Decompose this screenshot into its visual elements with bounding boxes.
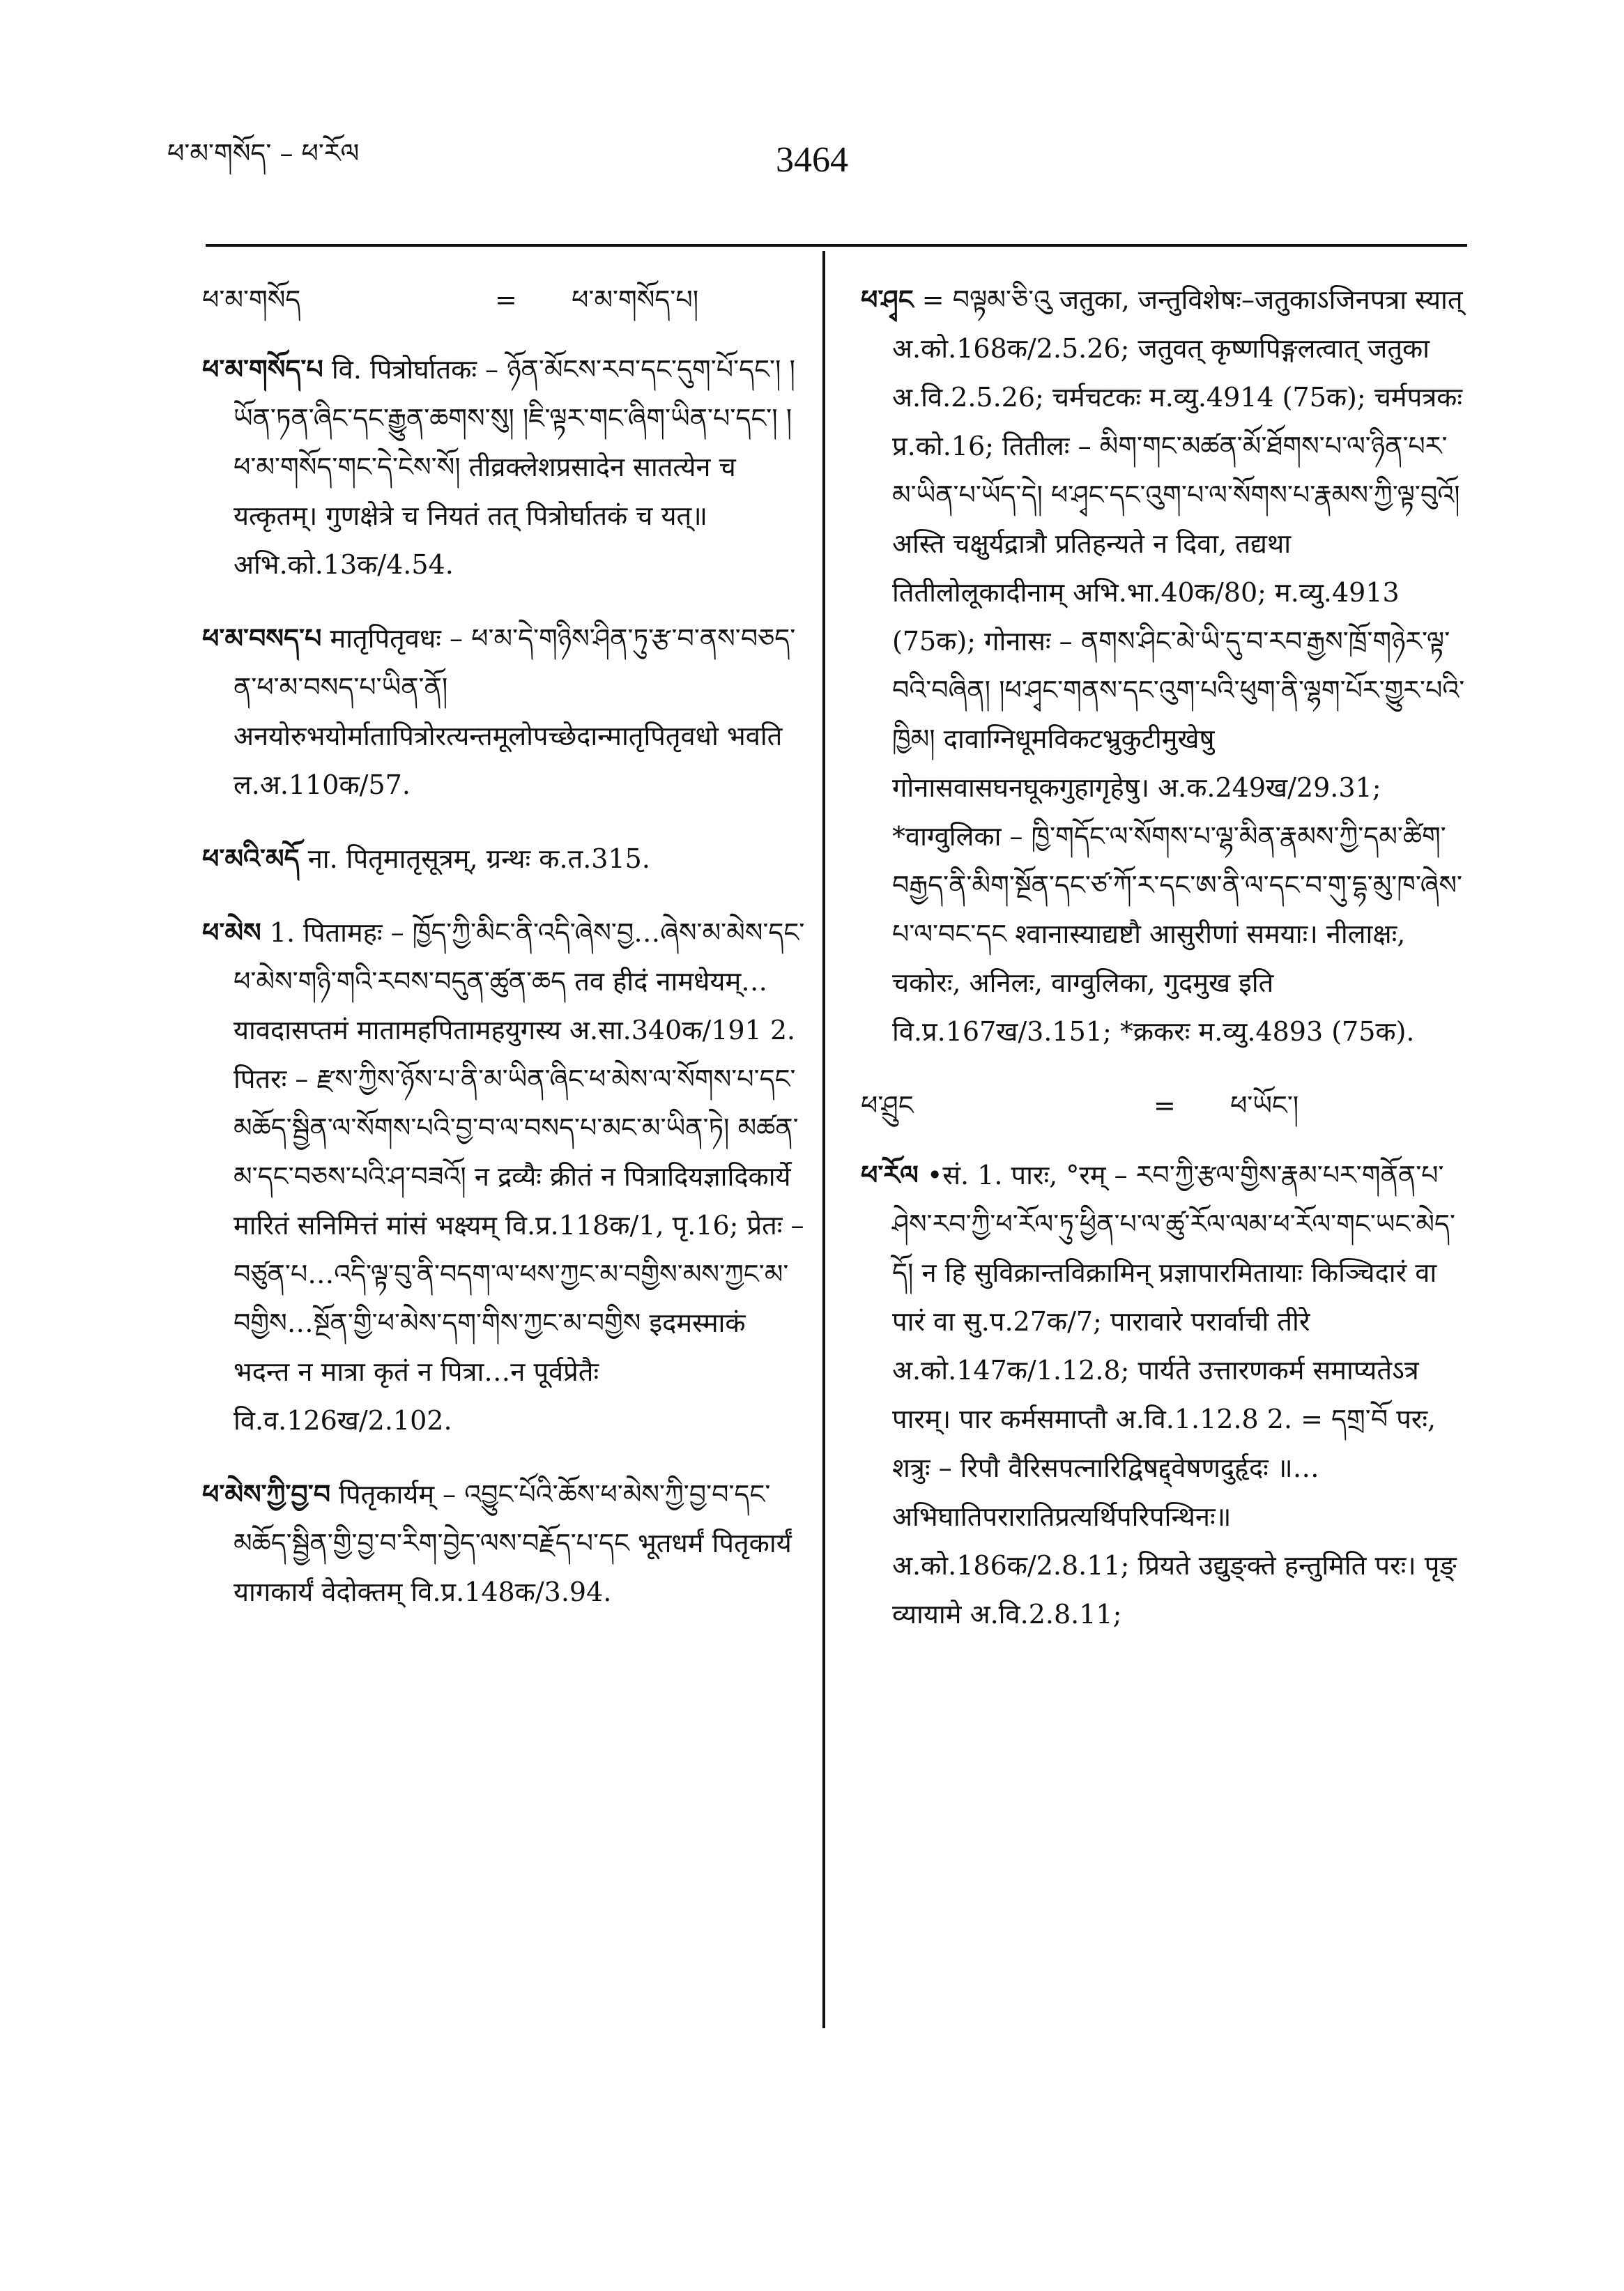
page-number: 3464 (776, 140, 848, 180)
dictionary-entry (202, 614, 809, 809)
left-column (202, 275, 809, 1641)
dictionary-entry (202, 1470, 809, 1616)
running-head: ཕ་མ་གསོད་ – ཕ་རོལ (167, 138, 360, 169)
dictionary-entry (861, 275, 1467, 1056)
dictionary-entry (202, 834, 809, 883)
entry-body: = བལྟམ་ཅི་འུ जतुका, जन्तुविशेषः–जतुकाऽजिनपत्रा स्यात् अ.को.168क/2.5.26; जतुवत् कृष्णपिङ्गलत्वात् जतुका अ.वि.2.5.26; चर्मचटकः म.व्यु.4914 (75क); चर्मपत्रकः प्र.को.16; तितीलः – མིག་གང་མཚན་མོ་ཐོགས་པ་ལ་ཉིན་པར་མ་ཡིན་པ་ཡོད་དེ། ཕ་ཤྭང་དང་འུག་པ་ལ་སོགས་པ་རྣམས་ཀྱི་ལྟ་བུའོ། अस्ति चक्षुर्यद्रात्रौ प्रतिहन्यते न दिवा, तद्यथा तितीलोलूकादीनाम् अभि.भा.40क/80; म.व्यु.4913 (75क); गोनासः – ནགས་ཤིང་མེ་ཡི་དུ་བ་རབ་རྒྱས་ཁྲོ་གཉེར་ལྟ་བའི་བཞིན། །ཕ་ཤྭང་གནས་དང་འུག་པའི་ཕུག་ནི་ལྷག་པོར་གྱུར་པའི་ཁྱིམ། दावाग्निधूमविकटभ्रुकुटीमुखेषु गोनासवासघनघूकगुहागृहेषु। अ.क.249ख/29.31; *वाग्वुलिका – ཁྱི་གདོང་ལ་སོགས་པ་ལྷ་མིན་རྣམས་ཀྱི་དམ་ཚིག་བརྒྱད་ནི་མིག་སྔོན་དང་ཙ་ཀོ་ར་དང་ཨ་ནི་ལ་དང་བ་གུ་དྷ་མུ་ཁ་ཞེས་པ་ལ་བང་དང श्वानास्याद्यष्टौ आसुरीणां समयाः। नीलाक्षः, चकोरः, अनिलः, वाग्वुलिका, गुदमुख इति वि.प्र.167ख/3.151; *क्रकरः म.व्यु.4893 (75क). (892, 284, 1465, 1047)
right-column (861, 275, 1467, 1664)
entry-body: •सं. 1. पारः, °रम् – རབ་ཀྱི་རྩལ་གྱིས་རྣམ་པར་གནོན་པ་ཤེས་རབ་ཀྱི་ཕ་རོལ་ཏུ་ཕྱིན་པ་ལ་ཚུ་རོལ་ལམ་ཕ་རོལ་གང་ཡང་མེད་དོ། न हि सुविक्रान्तविक्रामिन् प्रज्ञापारमितायाः किञ्चिदारं वा पारं वा सु.प.27क/7; पारावारे परार्वाची तीरे अ.को.147क/1.12.8; पार्यते उत्तारणकर्म समाप्यतेऽत्र पारम्। पार कर्मसमाप्तौ अ.वि.1.12.8 2. = དགྲ་བོ परः, शत्रुः – रिपौ वैरिसपत्नारिद्विषद्द्वेषणदुर्हृदः ॥… अभिघातिपरारातिप्रत्यर्थिपरिपन्थिनः॥ अ.को.186क/2.8.11; प्रियते उद्युङ्क्ते हन्तुमिति परः। पृङ् व्यायामे अ.वि.2.8.11; (892, 1160, 1457, 1630)
entry-headword: ཕ་མེས་ཀྱི་བྱ་བ (202, 1478, 331, 1510)
dictionary-entry (202, 908, 809, 1445)
equals-sign: = (495, 284, 517, 315)
entry-cross-reference: ཕ་ཡོང་། (1230, 1090, 1299, 1121)
entry-headword: ཕ་མེས (202, 917, 261, 948)
entry-body: पितृकार्यम् – འབྱུང་པོའི་ཆོས་ཕ་མེས་ཀྱི་བྱ་བ་དང་མཆོད་སྦྱིན་གྱི་བྱ་བ་རིག་བྱེད་ལས་བརྗོད་པ་དང भूतधर्मं पितृकार्यं यागकार्यं वेदोक्तम् वि.प्र.148क/3.94. (233, 1479, 792, 1607)
column-divider (822, 251, 825, 2028)
dictionary-entry (202, 275, 809, 324)
entry-headword: ཕ་མའི་མདོ (202, 843, 300, 874)
entry-body: वि. पित्रोर्घातकः – ཉོན་མོངས་རབ་དང་དུག་པོ་དང་། །ཡོན་ཏན་ཞིང་དང་རྒྱུན་ཆགས་སུ། །ཇི་ལྟར་གང་ཞིག་ཡིན་པ་དང་། །ཕ་མ་གསོད་གང་དེ་ངེས་སོ། तीव्रक्लेशप्रसादेन सातत्येन च यत्कृतम्। गुणक्षेत्रे च नियतं तत् पित्रोर्घातकं च यत्॥ अभि.को.13क/4.54. (233, 354, 795, 580)
entry-body: 1. पितामहः – ཁྱོད་ཀྱི་མིང་ནི་འདི་ཞེས་བྱ…ཞེས་མ་མེས་དང་ཕ་མེས་གཉི་གའི་རབས་བདུན་ཚུན་ཆད तव हीदं नामधेयम्… यावदासप्तमं मातामहपितामहयुगस्य अ.सा.340क/191 2. पितरः – རྫས་ཀྱིས་ཉོས་པ་ནི་མ་ཡིན་ཞིང་ཕ་མེས་ལ་སོགས་པ་དང་མཆོད་སྦྱིན་ལ་སོགས་པའི་བྱ་བ་ལ་བསད་པ་མང་མ་ཡིན་ཏེ། མཚན་མ་དང་བཅས་པའི་ཤ་བཟའོ། न द्रव्यैः क्रीतं न पित्रादियज्ञादिकार्ये मारितं सनिमित्तं मांसं भक्ष्यम् वि.प्र.118क/1, पृ.16; प्रेतः – བཙུན་པ…འདི་ལྟ་བུ་ནི་བདག་ལ་ཕས་ཀྱང་མ་བགྱིས་མས་ཀྱང་མ་བགྱིས…སྔོན་གྱི་ཕ་མེས་དག་གིས་ཀྱང་མ་བགྱིས इदमस्माकं भदन्त न मात्रा कृतं न पित्रा…न पूर्वप्रेतैः वि.व.126ख/2.102. (233, 917, 805, 1436)
entry-headword: ཕ་མ་གསོད་པ (202, 353, 323, 385)
dictionary-entry (861, 1151, 1467, 1639)
entry-cross-reference: ཕ་མ་གསོད་པ། (572, 284, 699, 315)
dictionary-entry (861, 1081, 1467, 1130)
dictionary-entry (202, 345, 809, 589)
header-rule (206, 244, 1467, 247)
entry-headword: ཕ་རོལ (861, 1159, 919, 1190)
equals-sign: = (1154, 1090, 1176, 1121)
entry-headword: ཕ་ཤྲུང (861, 1090, 914, 1121)
entry-headword: ཕ་ཤྭང (861, 284, 914, 315)
entry-headword: ཕ་མ་བསད་པ (202, 622, 322, 654)
entry-body: मातृपितृवधः – ཕ་མ་དེ་གཉིས་ཤིན་ཏུ་རྩ་བ་ནས་བཅད་ན་ཕ་མ་བསད་པ་ཡིན་ནོ། अनयोरुभयोर्मातापित्रोरत्यन्तमूलोपच्छेदान्मातृपितृवधो भवति ल.अ.110क/57. (233, 623, 796, 800)
entry-body: ना. पितृमातृसूत्रम्, ग्रन्थः क.त.315. (307, 843, 650, 874)
entry-headword: ཕ་མ་གསོད (202, 284, 301, 315)
